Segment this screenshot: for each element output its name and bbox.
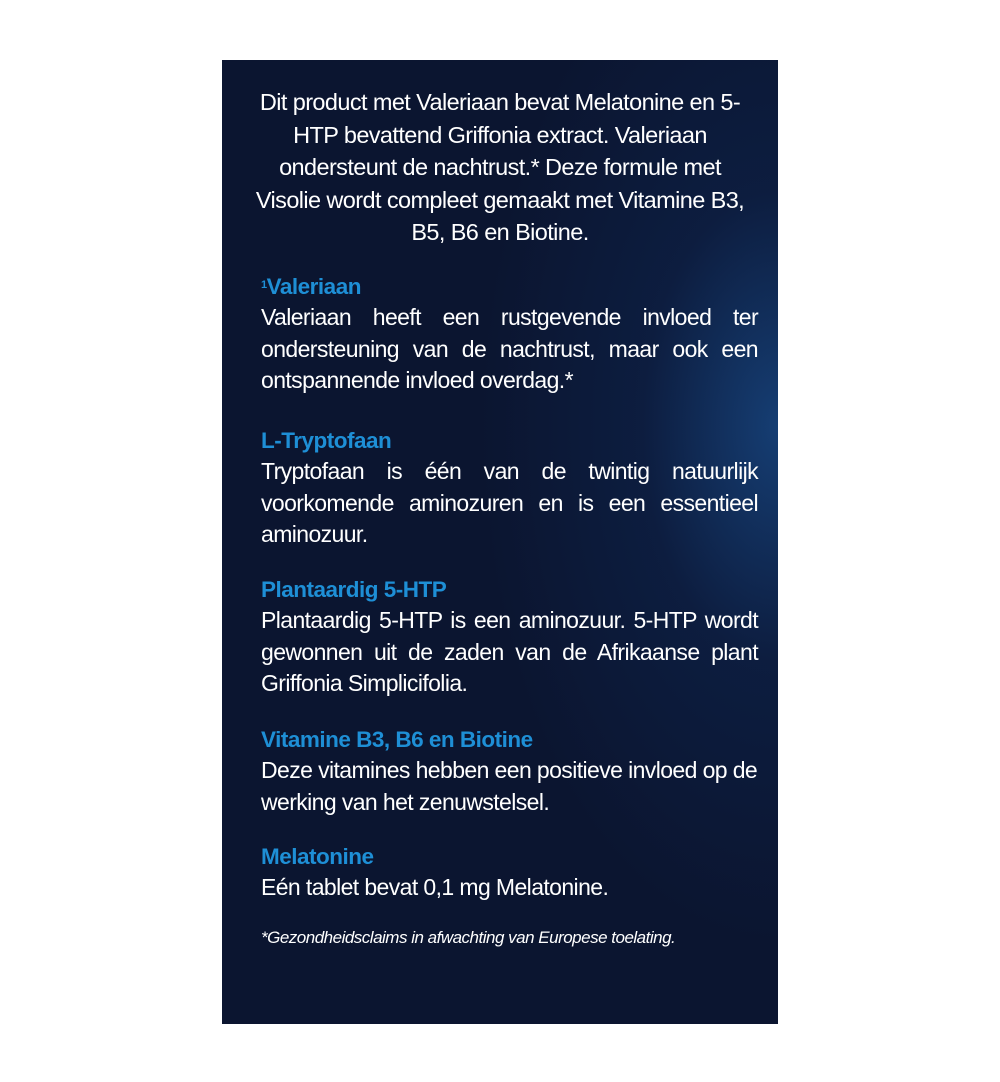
section-title: Plantaardig 5-HTP — [261, 577, 447, 602]
health-claims-footnote: *Gezondheidsclaims in afwachting van Europese toelating. — [261, 928, 676, 947]
section-text: Valeriaan heeft een rustgevende invloed ter ondersteuning van de nachtrust, maar ook een ontspannende invloed overdag.* — [261, 304, 758, 393]
section-title: L-Tryptofaan — [261, 428, 392, 453]
section-text: Plantaardig 5-HTP is een aminozuur. 5-HTP wordt gewonnen uit de zaden van de Afrikaanse plant Griffonia Simplicifolia. — [261, 607, 758, 696]
section-plantaardig-5-htp — [261, 575, 758, 700]
section-valeriaan — [261, 272, 758, 397]
footnote-marker: 1 — [261, 279, 267, 291]
section-melatonine — [261, 842, 758, 904]
section-l-tryptofaan — [261, 426, 758, 551]
section-vitamine — [261, 725, 758, 818]
section-text: Eén tablet bevat 0,1 mg Melatonine. — [261, 874, 609, 900]
section-heading — [261, 272, 758, 302]
section-text: Tryptofaan is één van de twintig natuurlijk voorkomende aminozuren en is een essentieel aminozuur. — [261, 458, 758, 547]
section-title: Melatonine — [261, 844, 374, 869]
intro-text: Dit product met Valeriaan bevat Melatonine en 5-HTP bevattend Griffonia extract. Valeriaan ondersteunt de nachtrust.* Deze formule met Visolie wordt compleet gemaakt met Vitamine B3, B5, B6 en Biotine. — [255, 89, 745, 245]
product-info-panel — [222, 60, 778, 1024]
section-text: Deze vitamines hebben een positieve invloed op de werking van het zenuwstelsel. — [261, 757, 758, 815]
section-title: Vitamine B3, B6 en Biotine — [261, 727, 533, 752]
section-title: Valeriaan — [266, 274, 361, 299]
